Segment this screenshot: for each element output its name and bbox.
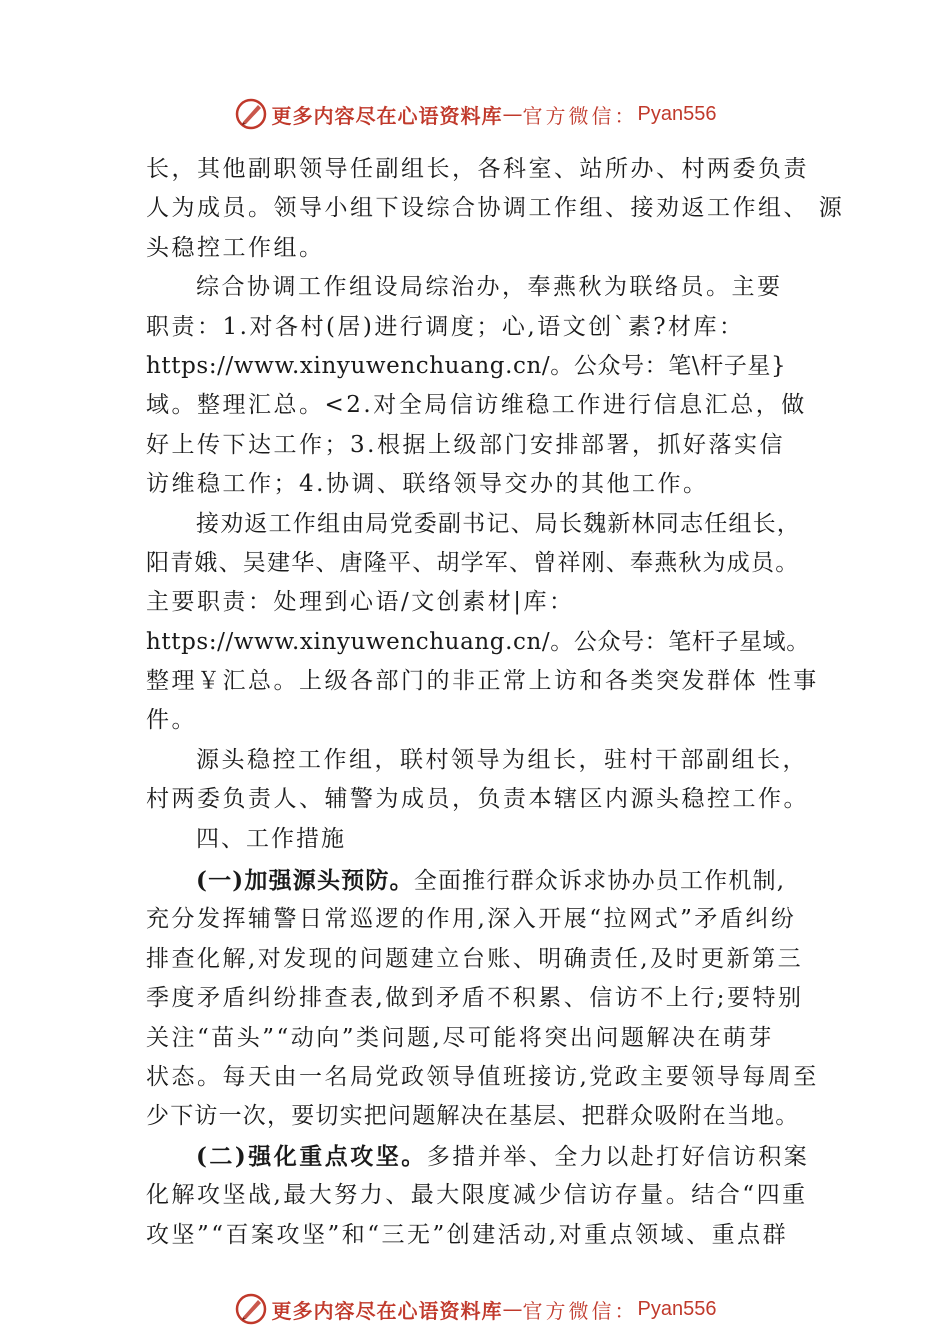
text-line: 头稳控工作组。 (146, 234, 325, 261)
header-wechat-label: 官方微信： (522, 103, 638, 128)
text-line: 访维稳工作；4.协调、联络领导交办的其他工作。 (146, 471, 709, 498)
paragraph-start: 综合协调工作组设局综治办，奉燕秋为联络员。主要 (196, 274, 783, 301)
header-separator: — (502, 102, 523, 126)
text-run: 全面推行群众诉求协办员工作机制, (413, 868, 786, 895)
header-banner (0, 94, 950, 134)
text-line: 关注“苗头”“动向”类问题,尽可能将突出问题解决在萌芽 (146, 1024, 774, 1051)
footer-banner (0, 1289, 950, 1329)
text-line: 域。整理汇总。<2.对全局信访维稳工作进行信息汇总，做 (146, 392, 807, 419)
text-line: 状态。每天由一名局党政领导值班接访,党政主要领导每周至 (146, 1063, 819, 1090)
text-line: 整理￥汇总。上级各部门的非正常上访和各类突发群体 性事 (146, 668, 819, 695)
subheading: (一)加强源头预防。 (196, 867, 414, 895)
footer-site-name: 更多内容尽在心语资料库 (271, 1298, 503, 1323)
text-line: 职责：1.对各村(居)进行调度；心,语文创`素?材库： (146, 313, 745, 340)
pen-logo-icon (234, 97, 268, 131)
text-run: 多措并举、全力以赴打好信访积案 (426, 1143, 810, 1170)
section-heading: 四、工作措施 (196, 825, 346, 852)
text-line: 主要职责：处理到心语/文创素材|库： (146, 589, 575, 616)
text-line: 人为成员。领导小组下设综合协调工作组、接劝返工作组、 源 (146, 195, 845, 222)
paragraph-start (146, 861, 826, 900)
text-line: https://www.xinyuwenchuang.cn/。公众号：笔\杆子星} (146, 352, 787, 379)
text-line: 村两委负责人、辅警为成员，负责本辖区内源头稳控工作。 (146, 786, 809, 813)
text-line: 季度矛盾纠纷排查表,做到矛盾不积累、信访不上行;要特别 (146, 985, 804, 1012)
header-site-name: 更多内容尽在心语资料库 (271, 103, 503, 128)
text-line: 化解攻坚战,最大努力、最大限度减少信访存量。结合“四重 (146, 1182, 808, 1209)
text-line: 充分发挥辅警日常巡逻的作用,深入开展“拉网式”矛盾纠纷 (146, 906, 797, 933)
header-wechat-account: Pyan556 (637, 102, 717, 125)
text-line: 排查化解,对发现的问题建立台账、明确责任,及时更新第三 (146, 945, 804, 972)
paragraph-start: 源头稳控工作组，联村领导为组长，驻村干部副组长， (196, 746, 808, 773)
text-line: 阳青娥、吴建华、唐隆平、胡学军、曾祥刚、奉燕秋为成员。 (146, 549, 800, 576)
footer-separator: — (502, 1297, 523, 1321)
document-body (146, 150, 845, 1255)
text-line: 好上传下达工作；3.根据上级部门安排部署，抓好落实信 (146, 431, 785, 458)
footer-wechat-account: Pyan556 (637, 1297, 717, 1320)
subheading: (二)强化重点攻坚。 (196, 1142, 427, 1170)
text-line: https://www.xinyuwenchuang.cn/。公众号：笔杆子星域。 (146, 628, 810, 655)
pen-logo-icon (234, 1292, 268, 1326)
footer-wechat-label: 官方微信： (522, 1298, 638, 1323)
paragraph-start (146, 1137, 826, 1176)
paragraph-start: 接劝返工作组由局党委副书记、局长魏新林同志任组长， (196, 510, 801, 537)
text-line: 件。 (146, 707, 197, 734)
text-line: 长，其他副职领导任副组长，各科室、站所办、村两委负责 (146, 156, 809, 182)
text-line: 攻坚”“百案攻坚”和“三无”创建活动,对重点领域、重点群 (146, 1221, 789, 1248)
text-line: 少下访一次，要切实把问题解决在基层、把群众吸附在当地。 (146, 1103, 800, 1130)
